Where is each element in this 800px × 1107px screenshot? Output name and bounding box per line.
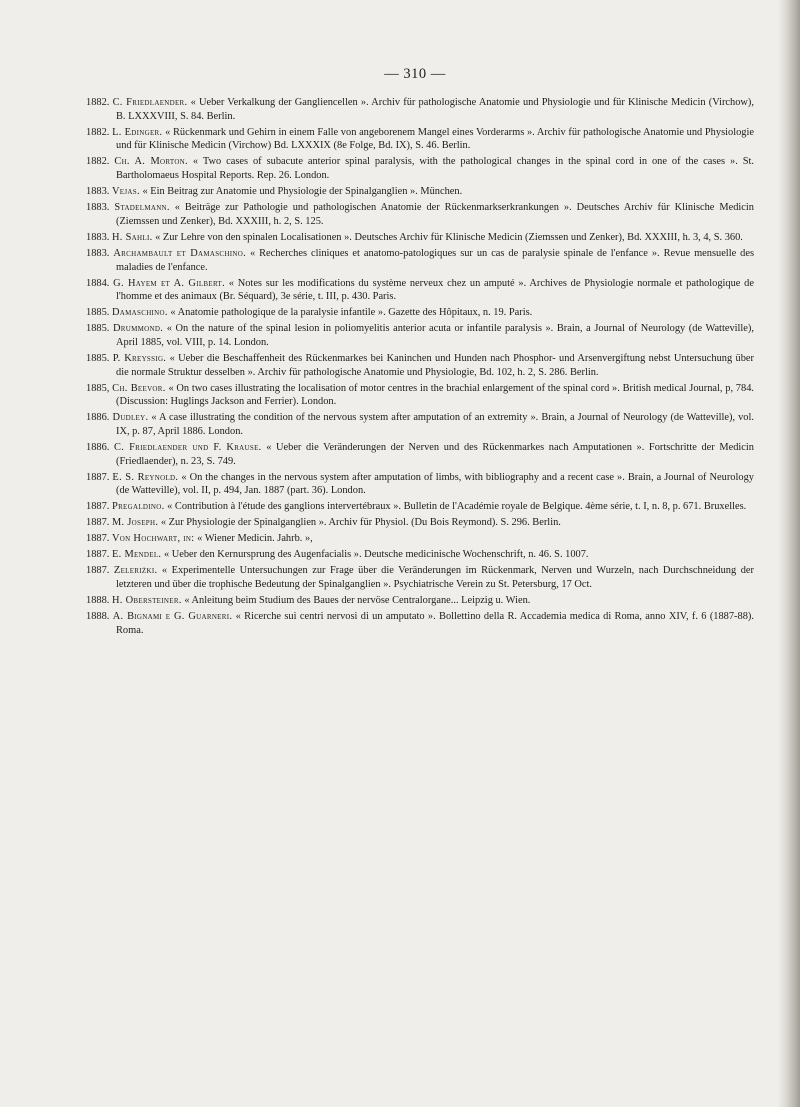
bibliography-entry (86, 471, 754, 498)
entry-author: Von Hochwart, in: (112, 533, 195, 545)
entry-year: 1886. (86, 442, 110, 454)
entry-author: H. Obersteiner. (112, 595, 182, 607)
entry-author: A. Bignami e G. Guarneri. (112, 611, 233, 623)
entry-text: « Two cases of subacute anterior spinal paralysis, with the pathological changes in the spinal cord in one of the cases ». St. Bartholomaeus Hospital Reports. Rep. 26. London. (116, 156, 755, 182)
bibliography-entry (86, 322, 754, 349)
entry-text: « Wiener Medicin. Jahrb. », (197, 533, 313, 545)
entry-text: « Ricerche sui centri nervosi di un amputato ». Bollettino della R. Accademia medica di Roma, anno XIV, f. 6 (1887-88). Roma. (116, 611, 754, 636)
bibliography-entry (86, 548, 754, 562)
entry-year: 1887. (86, 517, 110, 529)
entry-year: 1883. (86, 202, 110, 214)
entry-text: « Rückenmark und Gehirn in einem Falle von angeborenem Mangel eines Vorderarms ». Archiv für pathologische Anatomie und Physiologie und für Klinische Medicin (Virchow) Bd. LXXXIX (8e Folge, Bd. IX), S. 46. Berlin. (116, 126, 754, 152)
bibliography-entry (86, 201, 754, 228)
entry-text: « On the changes in the nervous system after amputation of limbs, with bibliography and a recent case ». Brain, a Journal of Neurology (de Watteville), vol. II, p. 494, Jan. 1887 (part. 36). London. (116, 471, 754, 497)
entry-author: C. Friedlaender und F. Krause. (114, 442, 262, 454)
entry-text: « Ueber den Kernursprung des Augenfacialis ». Deutsche medicinische Wochenschrift, n. 46. S. 1007. (163, 549, 589, 561)
entry-year: 1887. (86, 533, 110, 545)
entry-author: C. Friedlaender. (112, 97, 188, 108)
entry-year: 1883. (86, 231, 110, 243)
entry-year: 1888. (86, 595, 110, 607)
entry-author: Zeleriżki. (113, 565, 158, 577)
bibliography-entry (86, 532, 754, 546)
bibliography-list (86, 96, 754, 640)
page-number: — 310 — (384, 66, 446, 82)
entry-text: « Ein Beitrag zur Anatomie und Physiologie der Spinalganglien ». München. (142, 186, 463, 198)
entry-year: 1888. (86, 611, 110, 623)
bibliography-entry (86, 247, 754, 274)
entry-author: L. Edinger. (112, 126, 163, 138)
entry-author: Drummond. (112, 323, 164, 335)
bibliography-entry (86, 564, 754, 591)
bibliography-entry (86, 411, 754, 438)
entry-year: 1885. (86, 323, 110, 335)
bibliography-entry (86, 382, 754, 409)
entry-text: « Recherches cliniques et anatomo-patologiques sur un cas de paralysie spinale de l'enfance ». Revue mensuelle des maladies de l'enfance. (116, 247, 755, 273)
entry-year: 1883. (86, 186, 110, 198)
entry-text: « Notes sur les modifications du système nerveux chez un amputé ». Archives de Physiologie normale et pathologique de l'homme et des animaux (Br. Séquard), 3e série, t. III, p. 430. Paris. (116, 277, 754, 303)
entry-author: Damaschino. (112, 307, 168, 319)
page-binding-edge (778, 0, 800, 1107)
entry-text: « Anatomie pathologique de la paralysie infantile ». Gazette des Hôpitaux, n. 19. Paris. (170, 307, 533, 319)
entry-text: « Ueber Verkalkung der Gangliencellen ». Archiv für pathologische Anatomie und Physiologie und für Klinische Medicin (Virchow), B. LXXXVIII, S. 84. Berlin. (116, 97, 754, 122)
entry-text: « Contribution à l'étude des ganglions intervertébraux ». Bulletin de l'Académie royale de Belgique. 4ème série, t. I, n. 8, p. 671. Bruxelles. (167, 501, 747, 513)
entry-text: « Beiträge zur Pathologie und pathologischen Anatomie der Rückenmarkserkrankungen ». Deutsches Archiv für Klinische Medicin (Ziemssen und Zenker), Bd. XXXIII, h. 2, S. 125. (116, 202, 754, 227)
entry-author: Stadelmann. (114, 202, 170, 214)
entry-text: « Ueber die Beschaffenheit des Rückenmarkes bei Kaninchen und Hunden nach Phosphor- und Arsenvergiftung nebst Untersuchung über die normale Struktur desselben ». Archiv für pathologische Anatomie und Physiologie, Bd. 102, h. 2, S. 286. Berlin. (116, 352, 754, 378)
entry-year: 1887. (86, 565, 110, 577)
bibliography-entry (86, 516, 754, 530)
bibliography-entry (86, 126, 754, 153)
entry-year: 1882. (86, 126, 110, 138)
entry-author: Ch. Beevor. (112, 382, 166, 394)
entry-text: « On the nature of the spinal lesion in poliomyelitis anterior acuta or infantile paralysis ». Brain, a Journal of Neurology (de Watteville), April 1885, vol. VIII, p. 14. London. (116, 323, 754, 348)
entry-author: G. Hayem et A. Gilbert. (113, 277, 225, 289)
entry-author: Pregaldino. (112, 501, 165, 513)
entry-year: 1885, (86, 382, 110, 394)
bibliography-entry (86, 441, 754, 468)
entry-year: 1885. (86, 352, 110, 364)
bibliography-entry (86, 500, 754, 514)
entry-author: Archambault et Damaschino. (113, 247, 246, 259)
entry-year: 1884. (86, 277, 110, 289)
entry-text: « Ueber die Veränderungen der Nerven und des Rückenmarkes nach Amputationen ». Fortschritte der Medicin (Friedlaender), n. 23, S. 749. (116, 442, 754, 467)
bibliography-entry (86, 352, 754, 379)
entry-author: Dudley. (112, 412, 149, 424)
entry-year: 1882. (86, 156, 110, 168)
bibliography-entry (86, 185, 754, 199)
entry-year: 1887. (86, 549, 110, 561)
bibliography-entry (86, 594, 754, 608)
bibliography-entry (86, 231, 754, 245)
bibliography-entry (86, 610, 754, 637)
entry-text: « Zur Physiologie der Spinalganglien ». Archiv für Physiol. (Du Bois Reymond). S. 296. Berlin. (160, 517, 561, 529)
entry-text: « Anleitung beim Studium des Baues der nervöse Centralorgane... Leipzig u. Wien. (184, 595, 531, 607)
entry-year: 1886. (86, 412, 110, 424)
entry-author: E. Mendel. (112, 549, 162, 561)
entry-year: 1887. (86, 471, 110, 483)
entry-author: E. S. Reynold. (112, 471, 179, 483)
entry-author: P. Kreyssig. (112, 352, 167, 364)
entry-year: 1883. (86, 247, 110, 259)
entry-author: H. Sahli. (112, 231, 153, 243)
bibliography-entry (86, 96, 754, 123)
entry-year: 1887. (86, 501, 110, 513)
bibliography-entry (86, 306, 754, 320)
entry-author: M. Joseph. (112, 517, 159, 529)
entry-text: « Experimentelle Untersuchungen zur Frage über die Veränderungen im Rückenmark, Nerven und Wurzeln, nach Durchschneidung der letzteren und über die trophische Bedeutung der Spinalganglien ». Psychiatrische Verein zu St. Petersburg, 17 Oct. (116, 565, 754, 591)
entry-year: 1882. (86, 97, 110, 108)
entry-text: « On two cases illustrating the localisation of motor centres in the brachial enlargement of the spinal cord ». British medical Journal, p, 784. (Discussion: Huglings Jackson and Ferrier). London. (116, 382, 754, 408)
entry-text: « A case illustrating the condition of the nervous system after amputation of an extremity ». Brain, a Journal of Neurology (de Watteville), vol. IX, p. 87, April 1886. London. (116, 412, 754, 438)
entry-year: 1885. (86, 307, 110, 319)
bibliography-entry (86, 155, 754, 182)
bibliography-entry (86, 277, 754, 304)
entry-text: « Zur Lehre von den spinalen Localisationen ». Deutsches Archiv für Klinische Medicin (Ziemssen und Zenker), Bd. XXXIII, h. 3, 4, S. 360. (155, 231, 743, 243)
entry-author: Ch. A. Morton. (114, 156, 188, 168)
entry-author: Vejas. (112, 186, 140, 198)
